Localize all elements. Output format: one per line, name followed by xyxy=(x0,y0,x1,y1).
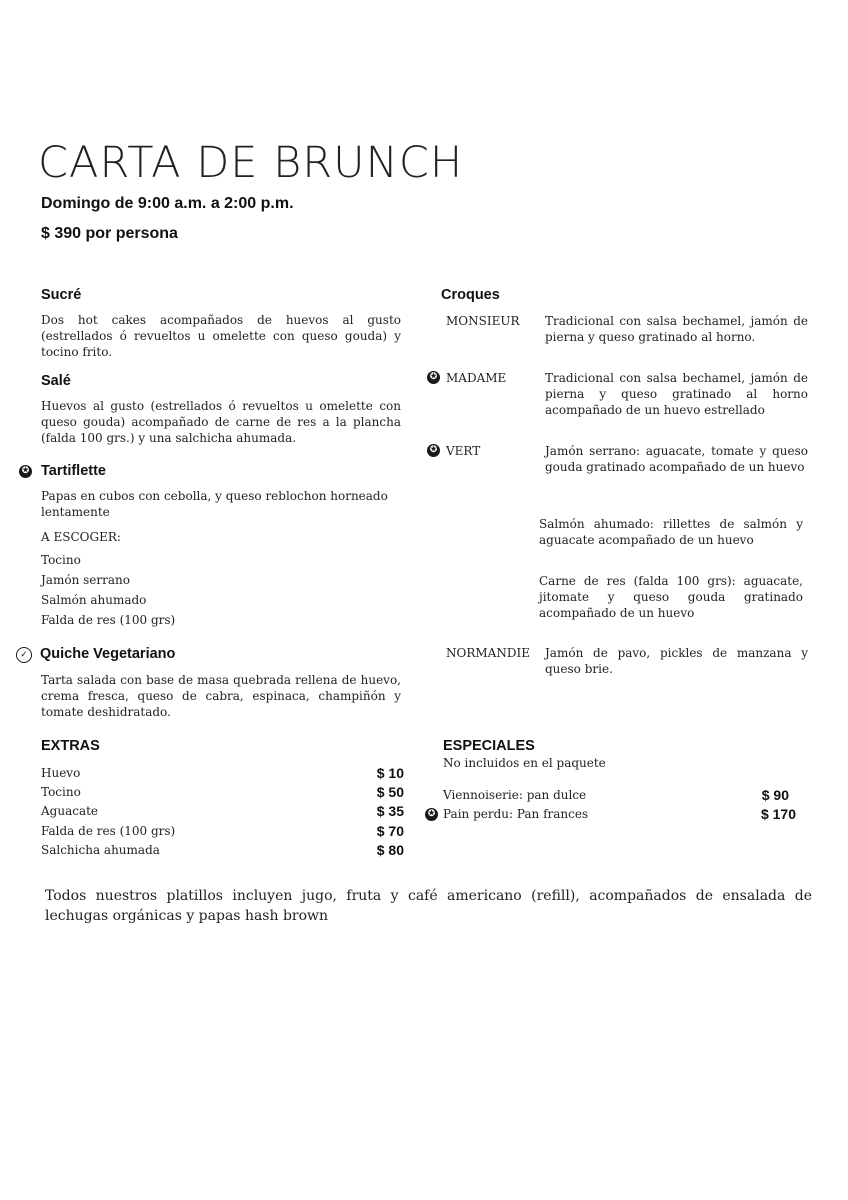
tartiflette-description: Papas en cubos con cebolla, y queso reblochon horneado lentamente xyxy=(41,489,388,519)
extra-price: $ 80 xyxy=(376,842,404,858)
croque-description: Jamón serrano: aguacate, tomate y queso gouda gratinado acompañado de un huevo xyxy=(545,444,808,474)
option-item: Tocino xyxy=(41,553,81,567)
sucre-description: Dos hot cakes acompañados de huevos al gusto (estrellados ó revueltos u omelette con queso gouda) y tocino frito. xyxy=(41,313,401,359)
price-per-person: $ 390 por persona xyxy=(41,225,178,242)
star-badge-icon: ✪ xyxy=(427,371,440,384)
page-title: CARTA DE BRUNCH xyxy=(38,138,464,188)
especial-item: Viennoiserie: pan dulce xyxy=(443,788,587,802)
vert-variant: Salmón ahumado: rillettes de salmón y aguacate acompañado de un huevo xyxy=(539,517,803,547)
croque-name: MADAME xyxy=(446,371,507,385)
croque-description: Jamón de pavo, pickles de manzana y queso brie. xyxy=(545,646,808,676)
croque-description: Tradicional con salsa bechamel, jamón de pierna y queso gratinado al horno. xyxy=(545,314,808,344)
star-badge-icon: ✪ xyxy=(427,444,440,457)
schedule: Domingo de 9:00 a.m. a 2:00 p.m. xyxy=(41,195,294,212)
croque-name: VERT xyxy=(446,444,481,458)
croque-name: MONSIEUR xyxy=(446,314,520,328)
croque-name: NORMANDIE xyxy=(446,646,530,660)
especiales-title: ESPECIALES xyxy=(443,738,535,754)
star-badge-icon: ✪ xyxy=(19,465,32,478)
footer-note: Todos nuestros platillos incluyen jugo, fruta y café americano (refill), acompañados de ensalada de lechugas orgánicas y papas hash brown xyxy=(45,888,812,924)
sale-title: Salé xyxy=(41,373,71,389)
extras-title: EXTRAS xyxy=(41,738,100,754)
option-item: Salmón ahumado xyxy=(41,593,147,607)
vert-variant: Carne de res (falda 100 grs): aguacate, jitomate y queso gouda gratinado acompañado de un huevo xyxy=(539,574,803,620)
extra-price: $ 70 xyxy=(376,823,404,839)
option-item: Jamón serrano xyxy=(41,573,130,587)
especial-item: Pain perdu: Pan frances xyxy=(443,807,589,821)
extra-price: $ 35 xyxy=(376,803,404,819)
extra-item: Aguacate xyxy=(41,804,99,818)
croques-title: Croques xyxy=(441,287,500,303)
option-item: Falda de res (100 grs) xyxy=(41,613,176,627)
extra-item: Tocino xyxy=(41,785,81,799)
leaf-badge-icon: ✓ xyxy=(16,647,32,663)
extra-item: Huevo xyxy=(41,766,81,780)
croque-description: Tradicional con salsa bechamel, jamón de pierna y queso gratinado al horno acompañado de un huevo estrellado xyxy=(545,371,808,417)
extra-price: $ 10 xyxy=(376,765,404,781)
extra-price: $ 50 xyxy=(376,784,404,800)
quiche-title: Quiche Vegetariano xyxy=(40,646,176,662)
extra-item: Salchicha ahumada xyxy=(41,843,160,857)
quiche-description: Tarta salada con base de masa quebrada rellena de huevo, crema fresca, queso de cabra, espinaca, champiñón y tomate deshidratado. xyxy=(41,673,401,719)
extra-item: Falda de res (100 grs) xyxy=(41,824,176,838)
sale-description: Huevos al gusto (estrellados ó revueltos u omelette con queso gouda) acompañado de carne de res a la plancha (falda 100 grs.) y una salchicha ahumada. xyxy=(41,399,401,445)
especiales-note: No incluidos en el paquete xyxy=(443,756,606,770)
sucre-title: Sucré xyxy=(41,287,82,303)
especial-price: $ 90 xyxy=(761,787,789,803)
star-badge-icon: ✪ xyxy=(425,808,438,821)
choose-label: A ESCOGER: xyxy=(41,530,121,544)
especial-price: $ 170 xyxy=(760,806,796,822)
tartiflette-title: Tartiflette xyxy=(41,463,106,479)
